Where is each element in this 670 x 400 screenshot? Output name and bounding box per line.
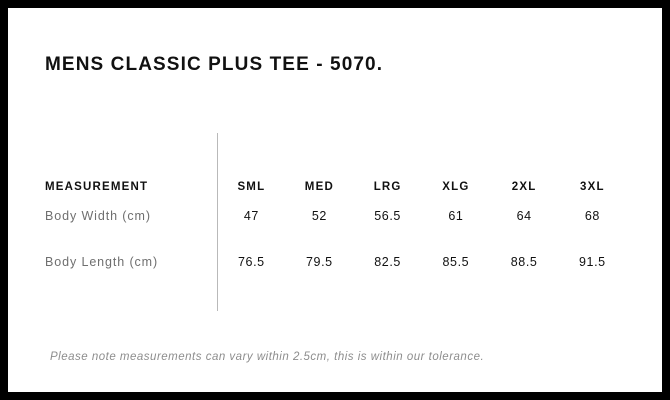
size-table: [45, 133, 627, 311]
spacer-cell-xlg: [422, 285, 490, 311]
column-header-sml: SML: [217, 133, 285, 193]
cell-body-length-lrg: 82.5: [374, 255, 401, 269]
size-table-header: [45, 133, 627, 193]
column-header-2xl: 2XL: [511, 181, 537, 193]
spacer-cell-med: [285, 285, 353, 311]
cell-body-width-lrg: 56.5: [374, 209, 401, 223]
table-row: [45, 193, 627, 239]
cell-body-length-sml: 76.5: [217, 239, 285, 285]
cell-body-width-xlg: 61: [448, 209, 464, 223]
size-table-body: [45, 193, 627, 311]
cell-body-width-sml: 47: [217, 193, 285, 239]
cell-body-length-2xl: 88.5: [510, 255, 538, 269]
cell-body-length-3xl: 91.5: [579, 255, 606, 269]
page-title: MENS CLASSIC PLUS TEE - 5070.: [45, 54, 384, 75]
size-table-container: [45, 133, 627, 311]
tolerance-note: Please note measurements can vary within 2.5cm, this is within our tolerance.: [50, 351, 485, 363]
column-header-xlg: XLG: [442, 181, 470, 193]
column-header-med: MED: [304, 181, 334, 193]
size-chart-page: [8, 8, 662, 392]
spacer-cell-lrg: [354, 285, 422, 311]
spacer-cell-sml: [217, 285, 285, 311]
column-header-lrg: LRG: [373, 181, 402, 193]
spacer-cell-label: [45, 285, 217, 311]
column-header-measurement: MEASUREMENT: [45, 181, 149, 193]
table-bottom-spacer-row: [45, 285, 627, 311]
column-header-3xl: 3XL: [580, 181, 605, 193]
spacer-cell-3xl: [558, 285, 626, 311]
cell-body-length-xlg: 85.5: [442, 255, 470, 269]
row-label-body-length: Body Length (cm): [45, 255, 159, 269]
cell-body-width-2xl: 64: [516, 209, 532, 223]
row-label-body-width: Body Width (cm): [45, 209, 151, 223]
cell-body-width-med: 52: [311, 209, 327, 223]
table-row: [45, 239, 627, 285]
table-header-row: [45, 133, 627, 193]
cell-body-length-med: 79.5: [306, 255, 333, 269]
cell-body-width-3xl: 68: [584, 209, 600, 223]
spacer-cell-2xl: [490, 285, 558, 311]
